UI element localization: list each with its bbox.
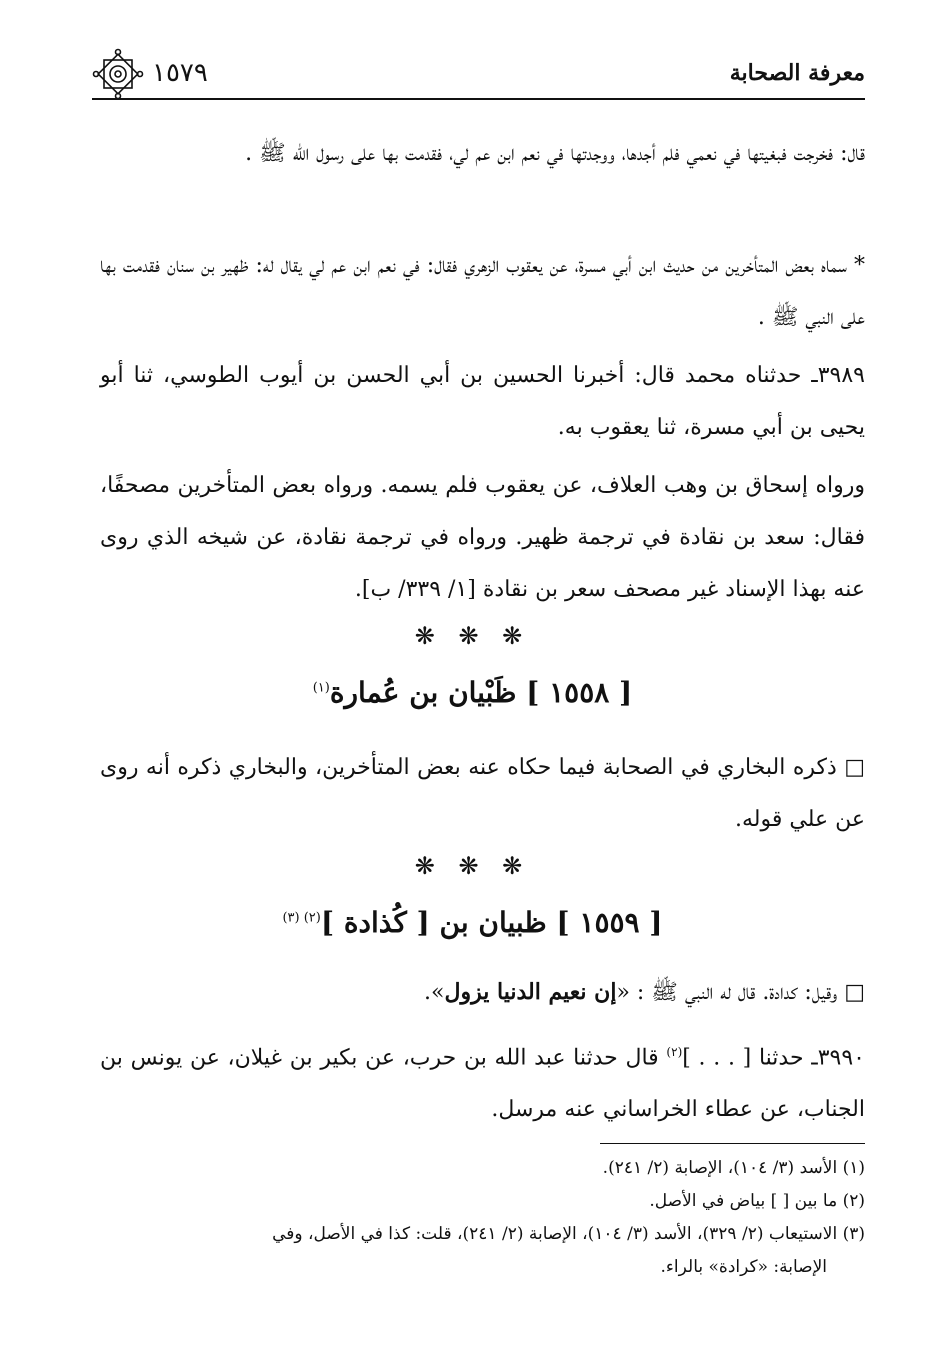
entry-heading-1558-text: [ ١٥٥٨ ] ظَبْيان بن عُمارة [329, 676, 633, 709]
paragraph-4-text: ورواه إسحاق بن وهب العلاف، عن يعقوب فلم يسمه. ورواه بعض المتأخرين مصحفًا، فقال: سعد بن نقادة في ترجمة ظهير. ورواه في ترجمة نقادة، عن شيخه الذي روى عنه بهذا الإسناد غير مصحف سعر بن نقادة [١/ ٣٣٩/ ب]. [100, 473, 865, 602]
hadith-quote: إن نعيم الدنيا يزول [444, 979, 617, 1005]
footnote-1: (١) الأسد (٣/ ١٠٤)، الإصابة (٢/ ٢٤١). [602, 1158, 865, 1178]
page-number: ١٥٧٩ [152, 58, 208, 88]
rosette-ornament-icon [92, 48, 144, 100]
footnote-ref-2-3: (٢) (٣) [282, 910, 321, 926]
paragraph-7 [100, 1026, 865, 1136]
section-divider-stars-2: ❋ ❋ ❋ [414, 852, 531, 880]
footnote-ref-1: (١) [312, 680, 330, 696]
footnote-3: (٣) الاستيعاب (٢/ ٣٢٩)، الأسد (٣/ ١٠٤)، الإصابة (٢/ ٢٤١)، قلت: كذا في الأصل، وفي [272, 1224, 865, 1244]
paragraph-3 [100, 350, 865, 454]
entry-heading-1559 [0, 906, 945, 939]
footnote-rule [600, 1143, 865, 1144]
entry-heading-1559-text: [ ١٥٥٩ ] ظبيان بن [ كُذادة ] [320, 906, 663, 939]
paragraph-3-text: ٣٩٨٩ـ حدثناه محمد قال: أخبرنا الحسين بن أبي الحسن بن أيوب الطوسي، ثنا أبو يحيى بن أبي مسرة، ثنا يعقوب به. [100, 363, 865, 440]
paragraph-5 [100, 742, 865, 846]
running-title: معرفة الصحابة [729, 60, 865, 86]
footnote-3-continued: الإصابة: «كرادة» بالراء. [660, 1257, 827, 1277]
paragraph-5-text: □ ذكره البخاري في الصحابة فيما حكاه عنه بعض المتأخرين، والبخاري ذكره أنه روى عن علي قوله. [100, 755, 865, 832]
paragraph-6 [100, 966, 865, 1019]
paragraph-6-part-b: ». [424, 980, 445, 1005]
section-divider-stars: ❋ ❋ ❋ [414, 622, 531, 650]
paragraph-2-text: * سماه بعض المتأخرين من حديث ابن أبي مسرة، عن يعقوب الزهري فقال: في نعم ابن عم لي يقال له: ظهير بن سنان فقدمت بها على النبي ﷺ . [100, 253, 865, 330]
paragraph-4 [100, 460, 865, 616]
paragraph-7-part-b: قال حدثنا عبد الله بن حرب، عن بكير بن غيلان، عن يونس بن الجناب، عن عطاء الخراساني عنه مرسل. [100, 1045, 865, 1123]
footnote-2: (٢) ما بين [ ] بياض في الأصل. [649, 1191, 865, 1211]
paragraph-6-text [100, 966, 865, 1019]
entry-heading-1558 [0, 676, 945, 709]
header-rule [92, 98, 865, 100]
paragraph-6-part-a: □ وقيل: كدادة. قال له النبي ﷺ : « [616, 980, 865, 1005]
paragraph-1-text: قال: فخرجت فبغيتها في نعمي فلم أجدها، ووجدتها في نعم ابن عم لي، فقدمت بها على رسول الله ﷺ . [245, 141, 865, 166]
paragraph-7-part-a: ٣٩٩٠ـ حدثنا [ . . . ] [682, 1045, 865, 1071]
paragraph-2 [100, 240, 865, 344]
paragraph-1 [100, 128, 865, 180]
footnote-ref-2b: (٢) [666, 1045, 683, 1059]
footnotes [100, 1152, 865, 1284]
paragraph-7-text [100, 1026, 865, 1136]
